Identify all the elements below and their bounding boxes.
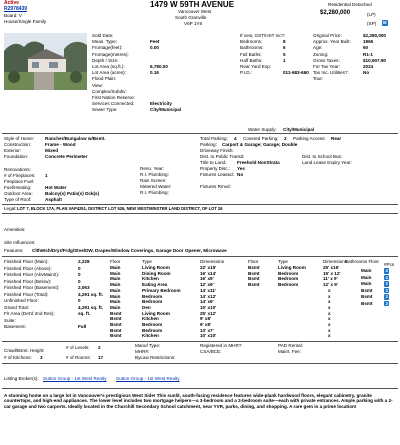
bath-pcs-badge: [384, 288, 389, 294]
floor-area-value: 4,291 sq. ft.: [78, 304, 104, 310]
bath-pcs-value: 3: [385, 287, 388, 293]
detail-label: Approx. Year Built:: [313, 39, 351, 45]
floor-area-value: 0: [78, 298, 81, 303]
room-dimensions: 9' x8': [200, 316, 212, 322]
detail-value: Electricity: [150, 101, 172, 107]
water-supply-value: City/Municipal: [283, 127, 315, 132]
floor-area-label: Suite:: [4, 317, 16, 323]
floor-area-label: Finished Floor (Above):: [4, 265, 52, 271]
divider: [2, 204, 398, 205]
room-type: Bedroom: [278, 282, 299, 288]
style-label: R.I. Plumbing:: [140, 172, 169, 177]
room-floor: Bsmt: [110, 333, 122, 339]
room-floor: Main: [110, 299, 121, 305]
room-dimensions: 13' x7': [200, 327, 214, 333]
listing-broker-link-2[interactable]: Sutton Group - 1st West Realty: [116, 376, 180, 381]
floor-area-value: 2,063: [78, 285, 90, 290]
bath-pcs-value: 3: [385, 294, 388, 299]
floor-area-label: Basement:: [4, 324, 26, 329]
style-label: Type of Roof:: [4, 197, 32, 202]
style-value: Concrete Perimeter: [45, 154, 88, 160]
room-floor: Bsmt: [110, 327, 122, 333]
fixtures-removed-label: Fixtures Rmvd:: [200, 184, 231, 189]
detail-label: Sold Date:: [92, 33, 114, 38]
room-floor: Bsmt: [248, 265, 260, 270]
public-remarks: A stunning home on a large lot in Vancouver's prestigious West Side! This sunlit, south-facing residence features wide-plank hardwood floors, elegant cabinetry, granite countertops, and high-end appliances. The lower level includes two mortgage helpers—a 3-bedroom and a 2-bedroom suite—each with private entrances. Ample parking with a 2-car garage and two carports. Ideally located in the Churchill Secondary School catchment, near YVR, parks, dining, and shopping. A rare gem in a prime location!: [4, 393, 393, 409]
detail-label: Gross Taxes:: [313, 57, 340, 63]
fixtures-leased-value: No: [237, 172, 244, 177]
detail-label: Bathrooms:: [240, 45, 264, 51]
detail-label: Bedrooms:: [240, 39, 263, 45]
school-bus-label: Dist. to School Bus:: [302, 154, 343, 159]
detail-value: 1965: [363, 39, 374, 45]
room-dimensions: 25' x12': [200, 310, 217, 316]
subarea-label: South Granville: [175, 15, 207, 20]
room-empty-mark: x: [328, 293, 331, 299]
style-label: Rain Screen:: [140, 178, 167, 183]
levels-value: 2: [98, 345, 101, 350]
bath-pcs-badge: [384, 281, 389, 287]
bath-pcs-value: 4: [385, 268, 388, 273]
floor-area-label: Grand Total:: [4, 304, 29, 310]
listing-broker-link-1[interactable]: Sutton Group - 1st West Realty: [43, 376, 107, 381]
detail-label: Age:: [313, 45, 323, 51]
detail-value: 6,780.00: [150, 64, 168, 69]
category-label: Residential Detached: [328, 2, 372, 7]
status-label: Active: [4, 0, 20, 6]
parking-value: Carport & Garage; Garage; Double: [222, 142, 298, 147]
room-dimensions: 12' x9': [200, 282, 214, 288]
crawl-height-label: Crawl/Bsmt. Height:: [4, 348, 45, 353]
style-value: Mixed: [45, 148, 59, 154]
room-floor: Bsmt: [110, 310, 122, 316]
sp-tag: (SP): [367, 21, 377, 26]
detail-label: Services Connected:: [92, 101, 135, 107]
style-value: Frame - Wood: [45, 142, 76, 148]
room-floor: Main: [110, 270, 121, 276]
parking-access-value: Rear: [331, 136, 342, 141]
floor-area-label: Unfinished Floor:: [4, 298, 39, 303]
bath-pcs-badge: [384, 294, 389, 300]
bath-pcs-value: 2: [385, 281, 388, 286]
style-label: Style of Home:: [4, 136, 35, 141]
address-title: 1479 W 59TH AVENUE: [150, 0, 235, 9]
parking-access-label: Parking Access:: [293, 136, 326, 141]
room-type: Living Room: [142, 310, 170, 316]
legal-value: LOT 7, BLOCK 17A, PLAN VAP4251, DISTRICT LOT 526, NEW WESTMINSTER LAND DISTRICT, OF LOT 26: [17, 206, 223, 211]
room-empty-mark: x: [328, 333, 331, 339]
style-label: Construction:: [4, 142, 32, 148]
room-dimensions: 14' x9': [200, 299, 214, 305]
kitchens-value: 3: [40, 355, 43, 360]
room-dimensions: 15' x 12': [323, 270, 341, 276]
divider: [2, 388, 398, 389]
room-floor: Main: [110, 287, 121, 293]
style-label: Reno. Year:: [140, 166, 165, 171]
style-label: Foundation:: [4, 154, 29, 160]
bath-floor: Bsmt: [361, 287, 373, 293]
room-type: Bedroom: [142, 322, 163, 327]
room-empty-mark: x: [328, 316, 331, 322]
levels-label: # of Levels:: [66, 345, 90, 350]
room-type: Bedroom: [278, 270, 299, 276]
room-empty-mark: x: [328, 322, 331, 327]
rooms-header: Dimensions: [200, 259, 224, 264]
city-label: Vancouver West: [178, 9, 212, 14]
style-value: Balcny(s) Patio(s) Dck(s): [45, 190, 100, 196]
property-disc-value: Yes: [237, 166, 245, 171]
room-floor: Main: [110, 276, 121, 282]
bath-floor: Bsmt: [361, 294, 373, 299]
detail-value: 2024: [363, 64, 374, 69]
room-empty-mark: x: [328, 287, 331, 293]
divider: [2, 363, 398, 364]
rooms-count-label: # of Rooms:: [66, 355, 91, 360]
floor-area-label: Finished Floor (Total):: [4, 291, 49, 297]
floor-area-value: 4,291 sq. ft.: [78, 291, 104, 297]
divider: [2, 213, 398, 214]
room-dimensions: 14' x12': [200, 293, 217, 299]
room-dimensions: 10' x10': [200, 304, 217, 310]
style-value: Rancher/Bungalow w/Bsmt.: [45, 136, 106, 141]
room-type: Kitchen: [142, 316, 159, 322]
total-parking-label: Total Parking:: [200, 136, 228, 141]
room-type: Bedroom: [142, 327, 163, 333]
floor-area-label: Finished Floor (Basement):: [4, 285, 60, 290]
style-label: # of Fireplaces:: [4, 172, 36, 178]
room-type: Bedroom: [278, 276, 299, 282]
room-dimensions: 9' x8': [200, 322, 212, 327]
detail-value: 5: [283, 51, 286, 57]
detail-label: Lot Area (acres):: [92, 70, 126, 76]
listing-broker-label: Listing Broker(s):: [4, 376, 39, 381]
room-type: Primary Bedroom: [142, 287, 181, 293]
detail-value: $10,907.90: [363, 57, 386, 63]
detail-label: For Tax Year:: [313, 64, 340, 69]
detail-value: 8: [283, 39, 286, 45]
bath-pcs-badge: [384, 268, 389, 274]
room-type: Kitchen: [142, 333, 159, 339]
detail-label: Half Baths:: [240, 57, 263, 63]
room-type: Living Room: [278, 265, 306, 270]
detail-label: Depth / Size:: [92, 57, 119, 63]
style-label: Outdoor Area:: [4, 190, 33, 196]
csa-bce-label: CSA/BCE:: [200, 349, 222, 354]
rooms-header: Type: [142, 259, 152, 264]
floor-area-label: Finished Floor (Main):: [4, 259, 49, 264]
bath-floor: Main: [361, 268, 372, 273]
room-type: Dining Room: [142, 270, 171, 276]
style-value: Hot Water: [45, 184, 67, 190]
room-floor: Bsmt: [248, 276, 260, 282]
detail-label: Full Baths:: [240, 51, 262, 57]
manuf-type-label: Manuf Type:: [135, 343, 161, 348]
room-type: Eating Area: [142, 282, 168, 288]
room-floor: Main: [110, 304, 121, 310]
room-floor: Bsmt: [110, 316, 122, 322]
room-floor: Bsmt: [248, 282, 260, 288]
rooms-header: Floor: [248, 259, 259, 264]
bath-floor: Main: [361, 281, 372, 286]
title-land-label: Title to Land:: [200, 160, 227, 165]
bath-pcs-value: 4: [385, 274, 388, 280]
room-dimensions: 22' x15': [200, 265, 217, 270]
room-dimensions: 11' x 9': [323, 276, 338, 282]
detail-value: 011-683-660: [283, 70, 309, 76]
driveway-label: Driveway Finish:: [200, 148, 234, 153]
registered-mhr-label: Registered in MHR?:: [200, 343, 243, 348]
room-empty-mark: x: [328, 327, 331, 333]
detail-label: Complex/Subdiv:: [92, 88, 127, 94]
room-dimensions: 16' x9': [200, 276, 214, 282]
room-dimensions: 10' x10': [200, 333, 217, 339]
property-type: House/Single Family: [4, 19, 47, 24]
total-parking-value: 4: [234, 136, 237, 141]
floor-area-value: 0: [78, 272, 81, 277]
bath-pcs-badge: [384, 301, 389, 307]
room-empty-mark: x: [328, 304, 331, 310]
detail-value: $2,280,000: [363, 33, 386, 38]
floor-area-value: Full: [78, 324, 87, 329]
room-dimensions: 25' x16': [323, 265, 340, 270]
site-influences-label: Site Influences:: [4, 240, 36, 245]
covered-parking-value: 2: [284, 136, 287, 141]
covered-parking-label: Covered Parking:: [243, 136, 279, 141]
detail-label: View:: [92, 82, 104, 88]
features-label: Features:: [4, 248, 24, 253]
title-land-value: Freehold NonStrata: [237, 160, 280, 165]
style-label: Exterior:: [4, 148, 22, 154]
divider: [2, 133, 398, 134]
style-label: Fuel/Heating:: [4, 184, 32, 190]
room-floor: Main: [110, 293, 121, 299]
room-empty-mark: x: [328, 310, 331, 316]
house-photo: [4, 33, 87, 90]
detail-label: Tax Inc. Utilities?:: [313, 70, 349, 76]
rooms-header: Floor: [110, 259, 121, 264]
room-type: Living Room: [142, 265, 170, 270]
detail-label: Tour:: [313, 76, 324, 82]
detail-label: Sewer Type:: [92, 107, 118, 113]
detail-value: Feet: [150, 39, 160, 45]
m-badge: M: [383, 20, 387, 25]
detail-label: Meas. Type:: [92, 39, 117, 45]
detail-value: 0.16: [150, 70, 159, 76]
detail-value: No: [363, 70, 370, 76]
detail-label: P.I.D.:: [240, 70, 253, 76]
detail-label: Rear Yard Exp:: [240, 64, 271, 69]
room-floor: Bsmt: [248, 270, 260, 276]
room-dimensions: 16' x14': [200, 270, 217, 276]
divider: [2, 341, 398, 342]
detail-label: Zoning:: [313, 51, 329, 57]
kitchens-label: # of Kitchens:: [4, 355, 32, 360]
legal-label: Legal:: [4, 206, 17, 211]
detail-value: City/Municipal: [150, 107, 182, 113]
style-value: Asphalt: [45, 197, 62, 202]
floor-area-label: Flr Area (Det'd 2nd Res):: [4, 311, 55, 316]
room-type: Bedroom: [142, 299, 163, 305]
land-lease-label: Land Lease Expiry Year:: [302, 160, 352, 165]
detail-label: Lot Area (sq.ft.):: [92, 64, 125, 69]
rooms-header: Type: [278, 259, 288, 264]
style-label: R.I. Plumbing:: [140, 190, 169, 195]
style-value: 1: [45, 172, 48, 178]
bath-floor: Main: [361, 274, 372, 280]
water-supply-label: Water Supply:: [248, 127, 277, 132]
room-type: Bedroom: [142, 293, 163, 299]
parking-label: Parking:: [200, 142, 217, 147]
floor-area-value: 0: [78, 265, 81, 271]
detail-label: Frontage(feet):: [92, 45, 123, 51]
bath-header: Bathrooms Floor: [345, 259, 379, 264]
rooms-header: Dimensions: [323, 259, 347, 264]
detail-label: First Nation Reserve:: [92, 95, 136, 100]
property-disc-label: Property Disc.:: [200, 166, 231, 171]
detail-value: 6: [283, 45, 286, 51]
postal-code: V6P 1Y8: [184, 21, 203, 26]
style-label: Metered Water:: [140, 184, 172, 189]
style-label: Fireplace Fuel:: [4, 178, 35, 184]
detail-value: 1: [283, 57, 286, 63]
fixtures-leased-label: Fixtures Leased:: [200, 172, 234, 177]
pad-rental-label: PAD Rental:: [278, 343, 303, 348]
floor-area-value: sq. ft.: [78, 311, 91, 316]
detail-label: Frontage(metres):: [92, 51, 129, 57]
floor-area-value: 2,228: [78, 259, 90, 264]
room-empty-mark: x: [328, 299, 331, 305]
room-dimensions: 12' x 9': [323, 282, 338, 288]
divider: [2, 256, 398, 257]
transit-label: Dist. to Public Transit:: [200, 154, 245, 159]
room-type: Kitchen: [142, 276, 159, 282]
rooms-count-value: 17: [98, 355, 104, 360]
detail-value: 60: [363, 45, 369, 51]
style-label: Renovations:: [4, 166, 31, 172]
mhr-number-label: MHR#:: [135, 349, 150, 354]
bath-pcs-header: #Pcs: [384, 262, 395, 267]
bath-floor: Bsmt: [361, 300, 373, 306]
room-floor: Bsmt: [110, 322, 122, 327]
room-floor: Main: [110, 265, 121, 270]
board-label: Board: V: [4, 13, 22, 18]
detail-value: 0.00: [150, 45, 159, 51]
bath-pcs-badge: [384, 275, 389, 281]
bylaw-label: ByLaw Restrictions:: [135, 355, 176, 360]
room-floor: Main: [110, 282, 121, 288]
detail-value: R1-1: [363, 51, 373, 57]
floor-area-label: Finished Floor (Below):: [4, 278, 52, 284]
floor-area-label: Finished Floor (AbvMain2):: [4, 272, 60, 277]
mls-number-link[interactable]: R2978439: [4, 6, 28, 12]
room-type: Den: [142, 304, 151, 310]
detail-label: Original Price:: [313, 33, 342, 38]
maint-fee-label: Maint. Fee:: [278, 349, 301, 354]
bath-pcs-value: 3: [385, 300, 388, 306]
amenities-label: Amenities:: [4, 227, 26, 232]
detail-label: Flood Plain:: [92, 76, 117, 82]
floor-area-value: 0: [78, 278, 81, 284]
features-value: ClthWsh/Dryr/Frdg/Stve/DW, Drapes/Window Coverings, Garage Door Opener, Microwave: [32, 248, 227, 253]
list-price: $2,280,000: [320, 10, 351, 16]
lp-tag: (LP): [367, 12, 376, 17]
room-dimensions: 14' x11': [200, 287, 216, 293]
detail-label: If new, GST/HST inc?:: [240, 33, 286, 38]
